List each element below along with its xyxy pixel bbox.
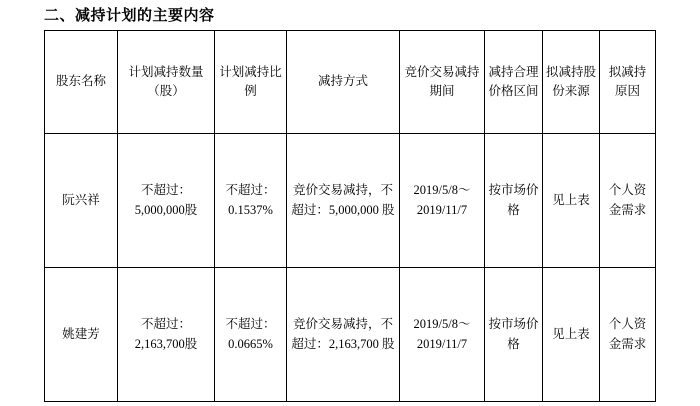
cell-reason: 个人资金需求 [600, 268, 656, 402]
column-header-period: 竞价交易减持期间 [400, 31, 485, 134]
cell-planned-amount: 不超过：5,000,000股 [118, 134, 215, 268]
cell-reason: 个人资金需求 [600, 134, 656, 268]
cell-planned-ratio: 不超过：0.1537% [215, 134, 287, 268]
page-title: 二、减持计划的主要内容 [44, 8, 215, 24]
cell-shareholder: 姚建芳 [45, 268, 118, 402]
cell-planned-amount: 不超过：2,163,700股 [118, 268, 215, 402]
cell-shareholder: 阮兴祥 [45, 134, 118, 268]
reduction-plan-table-container [44, 30, 655, 402]
cell-method: 竞价交易减持，不超过：2,163,700 股 [287, 268, 400, 402]
column-header-planned-ratio: 计划减持比例 [215, 31, 287, 134]
cell-planned-ratio: 不超过：0.0665% [215, 268, 287, 402]
cell-period: 2019/5/8～2019/11/7 [400, 134, 485, 268]
column-header-shareholder: 股东名称 [45, 31, 118, 134]
column-header-reason: 拟减持原因 [600, 31, 656, 134]
table-row [45, 268, 656, 402]
cell-period: 2019/5/8～2019/11/7 [400, 268, 485, 402]
table-header-row [45, 31, 656, 134]
column-header-planned-amount: 计划减持数量（股） [118, 31, 215, 134]
reduction-plan-table [44, 30, 656, 402]
column-header-method: 减持方式 [287, 31, 400, 134]
cell-method: 竞价交易减持，不超过：5,000,000 股 [287, 134, 400, 268]
cell-source: 见上表 [543, 268, 600, 402]
column-header-source: 拟减持股份来源 [543, 31, 600, 134]
cell-price-range: 按市场价格 [485, 268, 543, 402]
cell-price-range: 按市场价格 [485, 134, 543, 268]
column-header-price-range: 减持合理价格区间 [485, 31, 543, 134]
cell-source: 见上表 [543, 134, 600, 268]
table-row [45, 134, 656, 268]
